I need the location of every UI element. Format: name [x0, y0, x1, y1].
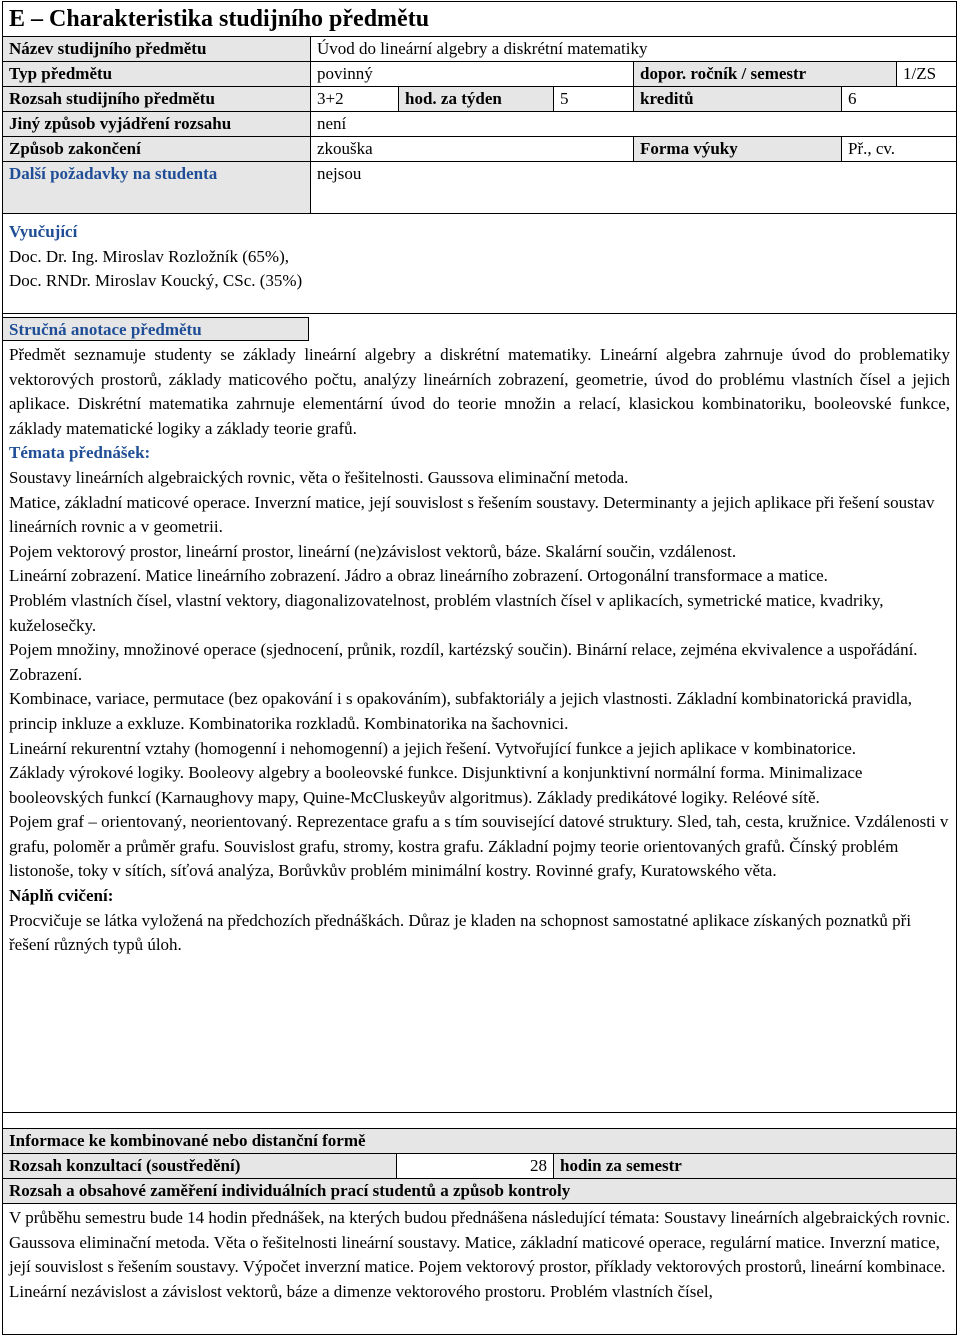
teaching-form-value: Př., cv. [841, 137, 956, 161]
individual-work-heading: Rozsah a obsahové zaměření individuálních prací studentů a způsob kontroly [3, 1179, 956, 1204]
topic-item: Pojem množiny, množinové operace (sjednocení, průnik, rozdíl, kartézský součin). Binární relace, zejména ekvivalence a uspořádání. Zobrazení. [9, 640, 918, 684]
requirements-value: nejsou [310, 162, 956, 213]
topic-item: Matice, základní maticové operace. Inverzní matice, její souvislost s řešením soustavy. Determinanty a jejich aplikace při řešení soustav lineárních rovnic a v geometrii. [9, 492, 935, 537]
row-requirements [3, 162, 956, 214]
course-sheet [2, 1, 957, 1335]
year-semester-value: 1/ZS [896, 62, 956, 86]
consultations-value: 28 [396, 1154, 553, 1178]
teacher-line: Doc. RNDr. Miroslav Koucký, CSc. (35%) [9, 271, 303, 291]
teachers-heading: Vyučující [9, 222, 78, 241]
topic-item: Základy výrokové logiky. Booleovy algebry a booleovské funkce. Disjunktivní a konjunktivní normální forma. Minimalizace booleovských funkcí (Karnaughovy mapy, Quine-McCluskeyův algoritmus). Základy predikátové logiky. Reléové sítě. [9, 763, 863, 807]
credits-label: kreditů [633, 87, 841, 111]
scope-label: Rozsah studijního předmětu [9, 89, 215, 108]
annotation-section [3, 317, 956, 1113]
annotation-heading: Stručná anotace předmětu [3, 317, 309, 341]
row-consultations [3, 1154, 956, 1179]
requirements-label: Další požadavky na studenta [9, 164, 218, 183]
annotation-body [3, 341, 956, 960]
page-title: E – Charakteristika studijního předmětu [3, 2, 956, 37]
course-name-value: Úvod do lineární algebry a diskrétní matematiky [310, 37, 956, 61]
course-type-label: Typ předmětu [9, 64, 113, 83]
hours-label: hod. za týden [398, 87, 553, 111]
teacher-line: Doc. Dr. Ing. Miroslav Rozložník (65%), [9, 246, 289, 266]
row-scope [3, 87, 956, 112]
course-type-value: povinný [310, 62, 633, 86]
spacer [3, 1113, 956, 1129]
row-course-name [3, 37, 956, 62]
teachers-section [3, 214, 956, 314]
annotation-text: Předmět seznamuje studenty se základy lineární algebry a diskrétní matematiky. Lineární algebra zahrnuje úvod do problematiky vektorových prostorů, základy maticového počtu, analýzy lineárních zobrazení, geometrie, úvod do problému vlastních čísel a jejich aplikace. Diskrétní matematika zahrnuje elementární úvod do teorie množin a relací, klasickou kombinatoriku, booleovské funkce, základy matematické logiky a základy teorie grafů. [9, 345, 950, 438]
hours-value: 5 [553, 87, 633, 111]
combined-heading: Informace ke kombinované nebo distanční formě [3, 1129, 956, 1154]
exercise-heading: Náplň cvičení: [9, 886, 114, 906]
topic-item: Problém vlastních čísel, vlastní vektory, diagonalizovatelnost, problém vlastních čísel v aplikacích, symetrické matice, kvadriky, kuželosečky. [9, 590, 884, 635]
topic-item: Pojem graf – orientovaný, neorientovaný. Reprezentace grafu a s tím související datové struktury. Sled, tah, cesta, kružnice. Vzdálenosti v grafu, poloměr a průměr grafu. Souvislost grafu, stromy, kostra grafu. Základní pojmy teorie orientovaných grafů. Čínský problém listonoše, toky v sítích, síťová analýza, Borůvkův problém minimální kostry. Rovinné grafy, Kuratowského věta. [9, 812, 949, 881]
completion-label: Způsob zakončení [9, 139, 141, 158]
topic-item: Lineární rekurentní vztahy (homogenní i nehomogenní) a jejich řešení. Vytvořující funkce a jejich aplikace v kombinatorice. [9, 738, 857, 758]
topic-item: Pojem vektorový prostor, lineární prostor, lineární (ne)závislost vektorů, báze. Skalární součin, vzdálenost. [9, 541, 737, 561]
annotation-heading-row [3, 317, 956, 341]
year-semester-label: dopor. ročník / semestr [633, 62, 896, 86]
row-completion [3, 137, 956, 162]
scope-value: 3+2 [310, 87, 398, 111]
credits-value: 6 [841, 87, 956, 111]
teaching-form-label: Forma výuky [633, 137, 841, 161]
other-scope-label: Jiný způsob vyjádření rozsahu [9, 114, 232, 133]
topic-item: Kombinace, variace, permutace (bez opakování i s opakováním), subfaktoriály a jejich vlastnosti. Základní kombinatorická pravidla, princip inkluze a exkluze. Kombinatorika rozkladů. Kombinatorika na šachovnici. [9, 689, 913, 733]
topic-item: Lineární zobrazení. Matice lineárního zobrazení. Jádro a obraz lineárního zobrazení. Ortogonální transformace a matice. [9, 566, 828, 586]
row-other-scope [3, 112, 956, 137]
consultations-label: Rozsah konzultací (soustředění) [9, 1156, 241, 1175]
consultations-unit: hodin za semestr [553, 1154, 956, 1178]
course-name-label: Název studijního předmětu [9, 39, 207, 58]
individual-work-text: V průběhu semestru bude 14 hodin přednášek, na kterých budou přednášena následující témata: Soustavy lineárních algebraických rovnic. Gaussova eliminační metoda. Věta o řešitelnosti lineární soustavy. Matice, základní maticové operace, regulární matice. Inverzní matice, její souvislost s řešením soustavy. Výpočet inverzní matice. Pojem vektorový prostor, příklady vektorových prostorů, lineární kombinace. Lineární nezávislost a závislost vektorů, báze a dimenze vektorového prostoru. Problém vlastních čísel, [9, 1208, 951, 1301]
topics-heading: Témata přednášek: [9, 443, 151, 463]
row-course-type [3, 62, 956, 87]
individual-work-section [3, 1204, 956, 1334]
other-scope-value: není [310, 112, 956, 136]
topic-item: Soustavy lineárních algebraických rovnic, věta o řešitelnosti. Gaussova eliminační metoda. [9, 467, 629, 487]
exercise-text: Procvičuje se látka vyložená na předchozích přednáškách. Důraz je kladen na schopnost samostatné aplikace získaných poznatků při řešení různých typů úloh. [9, 910, 912, 955]
completion-value: zkouška [310, 137, 633, 161]
